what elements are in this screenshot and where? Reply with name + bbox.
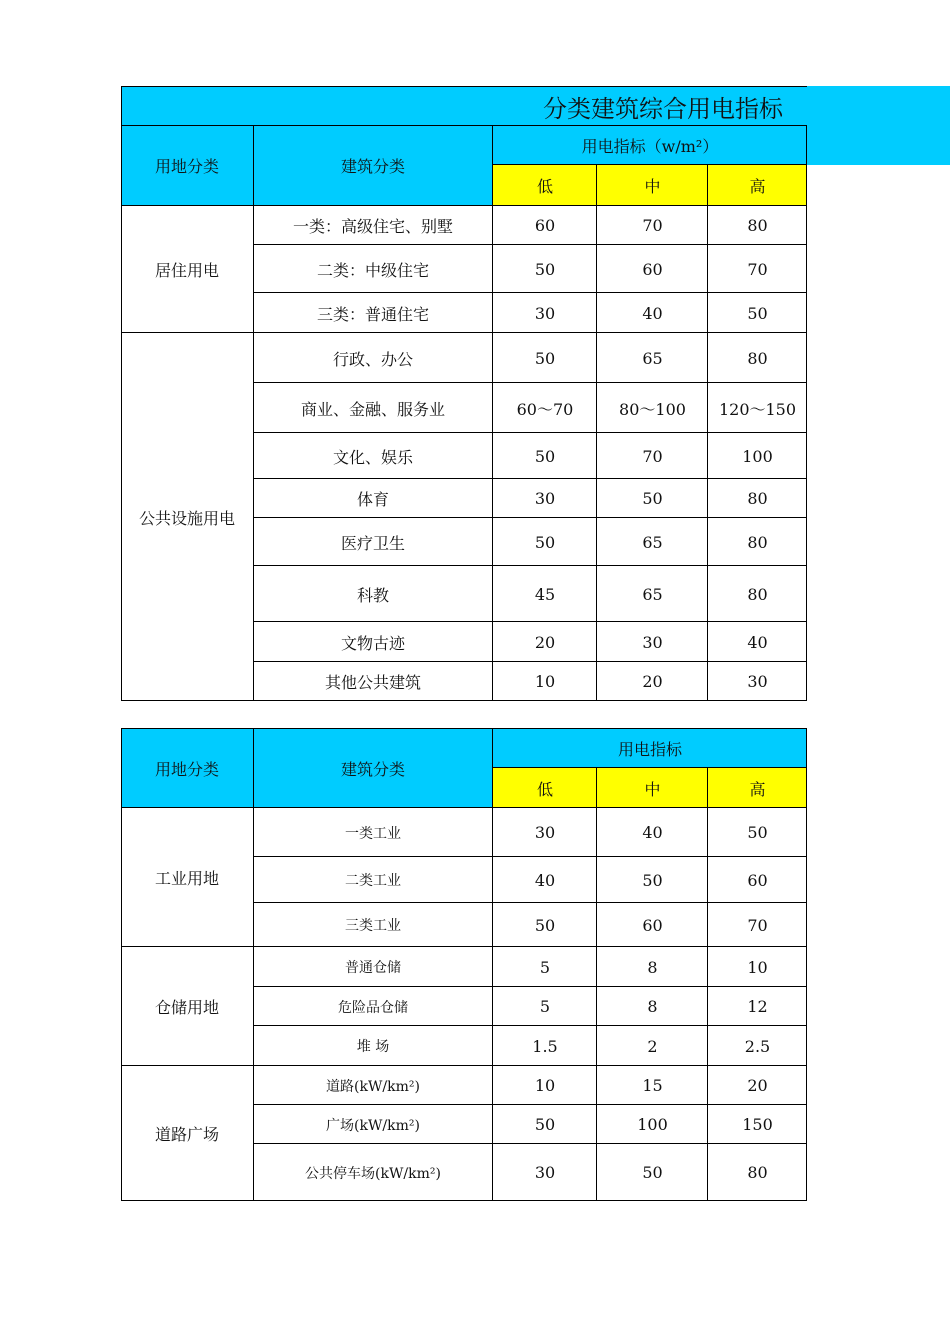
grid-line <box>493 767 807 768</box>
cell-mid: 65 <box>642 584 663 604</box>
grid-line <box>121 946 807 947</box>
grid-line <box>253 902 807 903</box>
header-high: 高 <box>749 176 766 196</box>
grid-line <box>121 807 807 808</box>
cell-low: 30 <box>534 1163 556 1182</box>
cell-low: 30 <box>534 823 556 842</box>
grid-line <box>253 1143 807 1144</box>
header-low: 低 <box>536 779 553 799</box>
cell-high: 50 <box>747 823 768 842</box>
cell-low: 50 <box>534 532 556 552</box>
cell-mid: 70 <box>642 446 663 466</box>
cell-mid: 2 <box>647 1036 658 1056</box>
cell-mid: 50 <box>642 870 663 890</box>
grid-line <box>253 1025 807 1026</box>
group-industrial: 工业用地 <box>154 869 219 888</box>
table-row-name: 三类：普通住宅 <box>316 304 429 324</box>
cell-low: 20 <box>534 632 556 652</box>
cell-high: 80 <box>747 215 768 235</box>
page-title: 分类建筑综合用电指标 <box>543 94 783 123</box>
table-row-name: 广场(kW/km²) <box>326 1117 420 1134</box>
cell-high: 80 <box>747 348 768 368</box>
cell-low: 60 <box>534 215 556 235</box>
cell-low: 50 <box>534 915 556 935</box>
table-row-name: 体育 <box>356 490 389 509</box>
table-row-name: 危险品仓储 <box>338 999 408 1016</box>
cell-high: 30 <box>747 672 768 691</box>
table-row-name: 道路(kW/km²) <box>326 1078 420 1095</box>
cell-low: 50 <box>534 259 556 279</box>
cell-low: 60～70 <box>516 399 574 419</box>
cell-high: 10 <box>747 957 768 977</box>
grid-line <box>707 767 708 1201</box>
header-power-index: 用电指标 <box>617 740 682 759</box>
header-high: 高 <box>749 779 766 799</box>
cell-mid: 50 <box>642 1163 663 1182</box>
table-row-name: 二类工业 <box>345 873 401 889</box>
cell-mid: 80～100 <box>619 399 686 419</box>
cell-low: 40 <box>534 870 556 890</box>
grid-line <box>121 1200 807 1201</box>
cell-high: 2.5 <box>744 1036 771 1056</box>
cell-high: 80 <box>747 489 768 508</box>
cell-mid: 70 <box>642 215 663 235</box>
grid-line <box>492 728 493 1201</box>
table-row-name: 二类：中级住宅 <box>316 260 429 280</box>
cell-high: 120～150 <box>718 399 797 419</box>
cell-high: 70 <box>747 259 768 279</box>
group-residential: 居住用电 <box>154 260 219 280</box>
cell-low: 45 <box>534 584 556 604</box>
cell-mid: 20 <box>642 672 663 691</box>
cell-low: 1.5 <box>532 1036 558 1056</box>
table-row-name: 堆 场 <box>356 1039 390 1055</box>
cell-mid: 8 <box>647 997 658 1016</box>
grid-line <box>121 728 122 1201</box>
cell-high: 80 <box>747 584 768 604</box>
cell-high: 12 <box>747 997 768 1016</box>
cell-high: 40 <box>747 632 768 652</box>
table-row-name: 文物古迹 <box>340 633 405 653</box>
table-row-name: 行政、办公 <box>332 349 413 369</box>
header-building-category: 建筑分类 <box>340 157 405 176</box>
header-mid: 中 <box>644 176 661 196</box>
cell-mid: 40 <box>642 303 663 323</box>
cell-high: 20 <box>747 1076 768 1095</box>
cell-low: 50 <box>534 1115 556 1134</box>
cell-mid: 15 <box>642 1076 663 1095</box>
table-row-name: 文化、娱乐 <box>332 447 413 467</box>
cell-high: 80 <box>747 1163 768 1182</box>
grid-line <box>253 986 807 987</box>
cell-mid: 50 <box>642 489 663 508</box>
header-land-category: 用地分类 <box>154 157 219 176</box>
grid-line <box>596 767 597 1201</box>
grid-line <box>253 728 254 1201</box>
table-row-name: 公共停车场(kW/km²) <box>305 1165 441 1182</box>
cell-mid: 65 <box>642 348 663 368</box>
table-row-name: 普通仓储 <box>345 960 401 976</box>
table-row-name: 一类工业 <box>345 825 401 842</box>
header-mid: 中 <box>644 779 661 799</box>
cell-low: 10 <box>534 672 556 691</box>
cell-high: 80 <box>747 532 768 552</box>
cell-mid: 8 <box>647 957 658 977</box>
grid-line <box>253 1104 807 1105</box>
table-row-name: 三类工业 <box>345 918 401 934</box>
cell-mid: 100 <box>637 1115 668 1134</box>
cell-low: 50 <box>534 348 556 368</box>
grid-line <box>121 1065 807 1066</box>
grid-line <box>806 728 807 1201</box>
grid-line <box>121 728 807 729</box>
cell-high: 150 <box>742 1115 773 1134</box>
cell-low: 30 <box>534 489 556 508</box>
table-row-name: 一类：高级住宅、别墅 <box>292 216 453 236</box>
table-row-name: 其他公共建筑 <box>324 673 421 692</box>
header-building-category: 建筑分类 <box>340 760 405 779</box>
group-road-square: 道路广场 <box>154 1125 219 1144</box>
cell-high: 100 <box>742 446 773 466</box>
group-public-facilities: 公共设施用电 <box>138 508 235 528</box>
cell-mid: 40 <box>642 823 663 842</box>
cell-high: 70 <box>747 915 768 935</box>
cell-low: 50 <box>534 446 556 466</box>
cell-low: 5 <box>539 997 551 1016</box>
cell-mid: 30 <box>642 632 663 652</box>
cell-low: 10 <box>534 1076 556 1095</box>
group-storage: 仓储用地 <box>154 998 219 1017</box>
cell-high: 50 <box>747 303 768 323</box>
cell-mid: 60 <box>642 915 663 935</box>
cell-mid: 65 <box>642 532 663 552</box>
table-row-name: 医疗卫生 <box>340 533 405 553</box>
header-low: 低 <box>536 176 553 196</box>
header-power-index: 用电指标（w/m²） <box>581 137 719 156</box>
table-row-name: 商业、金融、服务业 <box>300 399 445 419</box>
grid-line <box>253 856 807 857</box>
table-row-name: 科教 <box>356 585 389 605</box>
cell-low: 30 <box>534 303 556 323</box>
header-land-category: 用地分类 <box>154 760 219 779</box>
cell-mid: 60 <box>642 259 663 279</box>
cell-low: 5 <box>539 957 551 977</box>
cell-high: 60 <box>747 870 768 890</box>
